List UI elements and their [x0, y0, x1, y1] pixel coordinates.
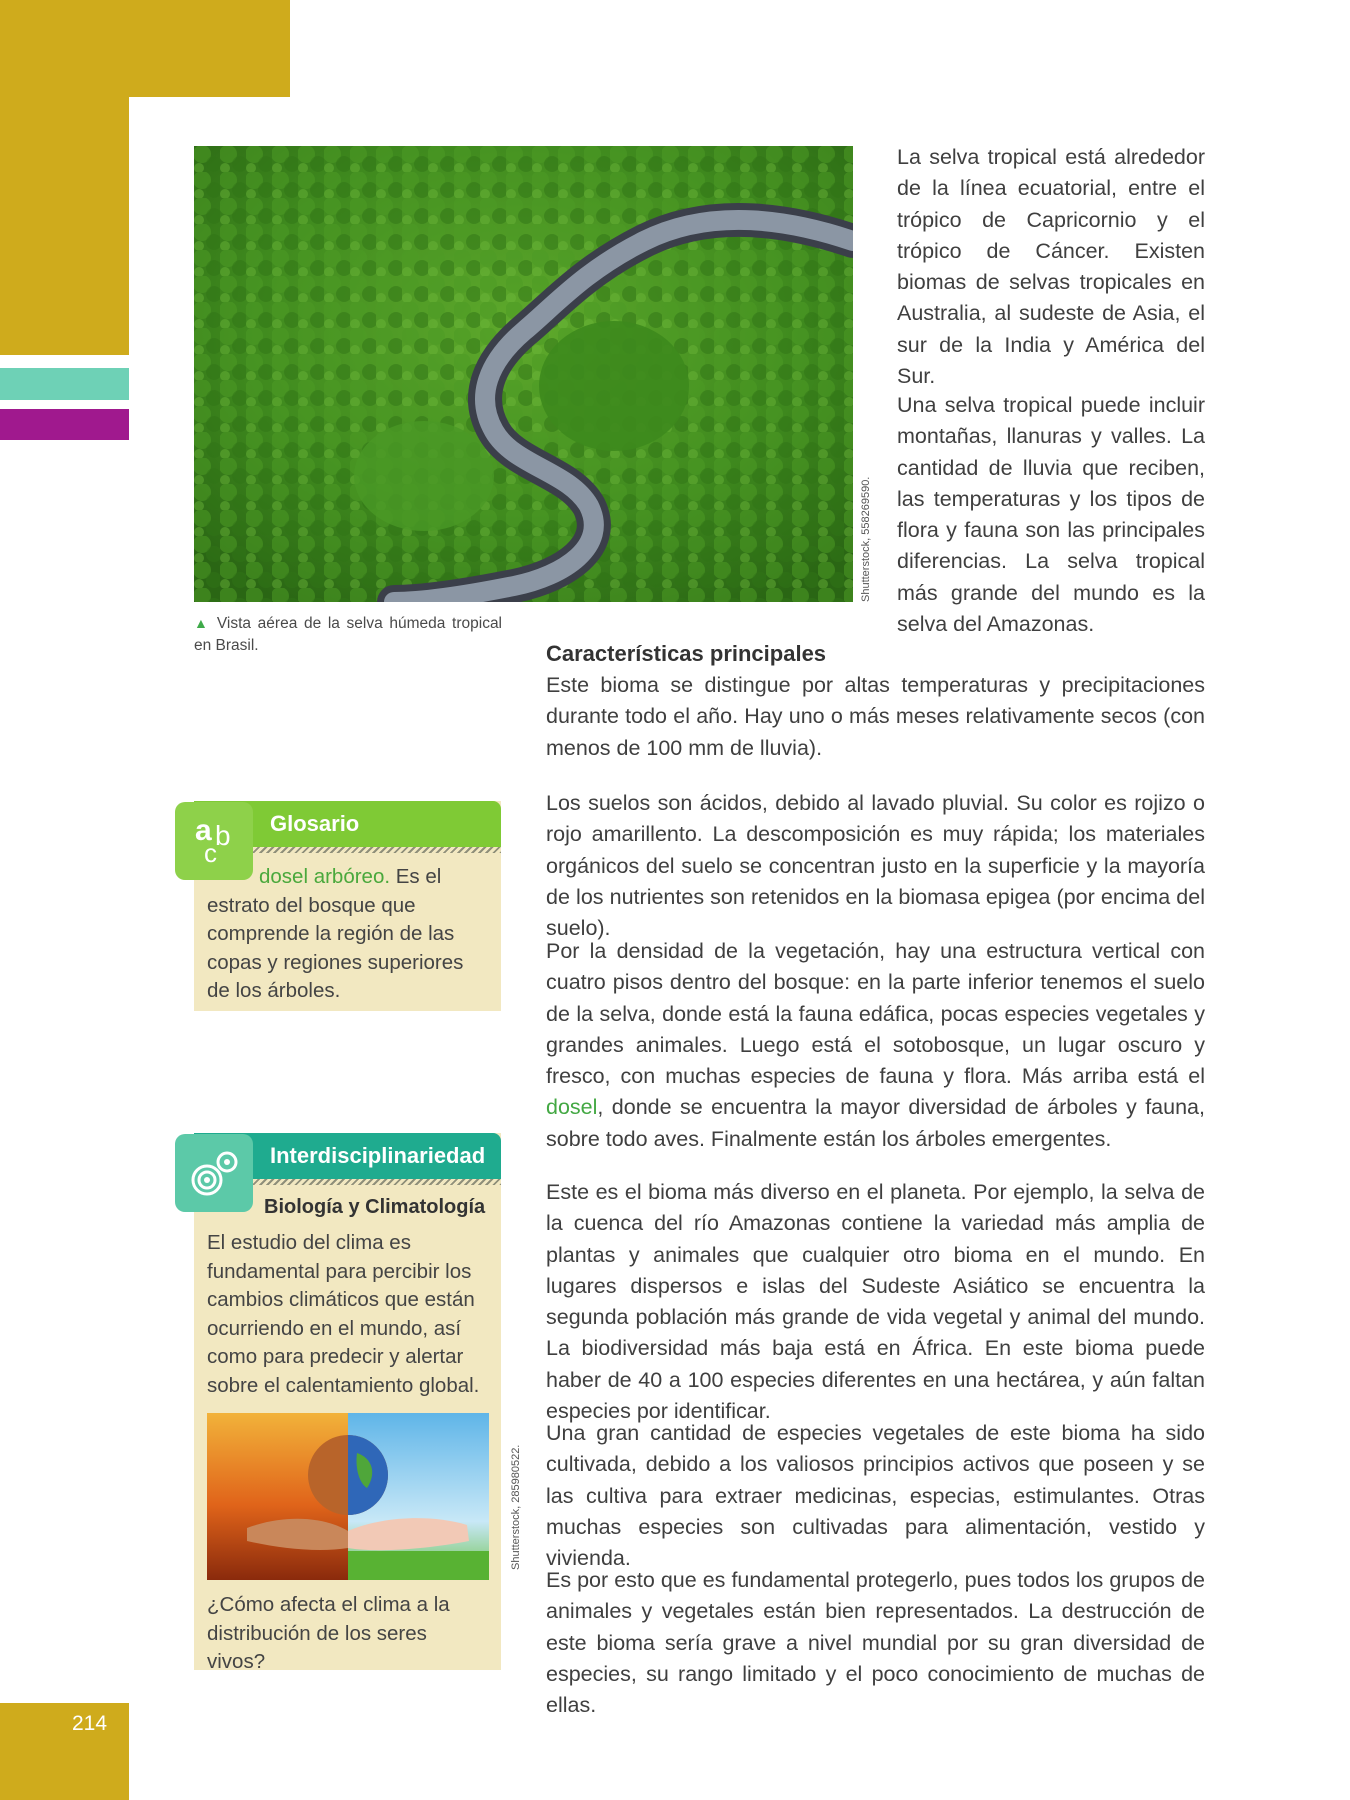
section-heading: Características principales — [546, 641, 827, 666]
section-paragraph-1: Este bioma se distingue por altas temperaturas y precipitaciones durante todo el año. Hay uno o más meses relativamente secos (con menos de 100 mm de lluvia). — [546, 673, 1205, 760]
intro-paragraph-1: La selva tropical está alrededor de la línea ecuatorial, entre el trópico de Capricornio y el trópico de Cáncer. Existen biomas de selvas tropicales en Australia, al sudeste de Asia, el sur de la India y América del Sur. — [897, 145, 1205, 389]
magenta-stripe — [0, 409, 129, 440]
interdisciplinary-box — [194, 1133, 501, 1673]
glossary-title: Glosario — [270, 811, 360, 836]
reflection-question: ¿Cómo afecta el clima a la distribución de los seres vivos? — [207, 1593, 450, 1673]
page-number-tab — [0, 1703, 129, 1800]
section-paragraph-6: Es por esto que es fundamental protegerlo, pues todos los grupos de animales y vegetales están bien representados. La destrucción de este bioma sería grave a nivel mundial por su gran diversidad de especies, su rango limitado y el poco conocimiento de muchas de ellas. — [546, 1568, 1205, 1718]
intro-paragraph-2: Una selva tropical puede incluir montañas, llanuras y valles. La cantidad de lluvia que reciben, las temperaturas y los tipos de flora y fauna son las principales diferencias. La selva tropical más grande del mundo es la selva del Amazonas. — [897, 393, 1205, 637]
section-paragraph-5: Una gran cantidad de especies vegetales de este bioma ha sido cultivada, debido a los valiosos principios activos que poseen y se las cultiva para extraer medicinas, especias, estimulantes. Otras muchas especies son cultivadas para alimentación, vestido y vivienda. — [546, 1421, 1205, 1571]
glossary-link-dosel[interactable]: dosel — [546, 1095, 598, 1120]
page-number: 214 — [72, 1712, 108, 1735]
triangle-up-icon: ▲ — [194, 615, 211, 631]
section-paragraph-2: Los suelos son ácidos, debido al lavado pluvial. Su color es rojizo o rojo amarillento. La descomposición es muy rápida; los materiales orgánicos del suelo se concentran justo en la superficie y la mayoría de los nutrientes son retenidos en la biomasa epigea (por encima del suelo). — [546, 791, 1205, 941]
concentric-circles-icon — [175, 1134, 253, 1212]
interdisciplinary-title: Interdisciplinariedad — [270, 1143, 486, 1168]
interdisciplinary-text: El estudio del clima es fundamental para percibir los cambios climáticos que están ocurriendo en el mundo, así como para predecir y alertar sobre el calentamiento global. — [207, 1231, 480, 1397]
gold-corner-bar — [0, 0, 290, 97]
glossary-entry — [207, 863, 477, 1006]
photo-caption-text: Vista aérea de la selva húmeda tropical en Brasil. — [194, 615, 503, 654]
photo-credit: Shutterstock, 558269590. — [860, 476, 872, 602]
paragraph-3-text-after: , donde se encuentra la mayor diversidad de árboles y fauna, sobre todo aves. Finalmente están los árboles emergentes. — [546, 1095, 1205, 1151]
section-paragraph-4: Este es el bioma más diverso en el planeta. Por ejemplo, la selva de la cuenca del río Amazonas contiene la variedad más amplia de plantas y animales que cualquier otro bioma en el mundo. En lugares dispersos e islas del Sudeste Asiático se encuentra la segunda población más grande de vida vegetal y animal del mundo. La biodiversidad más baja está en África. En este bioma puede haber de 40 a 100 especies diferentes en una hectárea, y aún faltan especies por identificar. — [546, 1180, 1205, 1424]
paragraph-3-text-before: Por la densidad de la vegetación, hay una estructura vertical con cuatro pisos dentro del bosque: en la parte inferior tenemos el suelo de la selva, donde está la fauna edáfica, pocas especies vegetales y grandes animales. Luego está el sotobosque, un lugar oscuro y fresco, con muchas especies de fauna y flora. Más arriba está el — [546, 939, 1205, 1089]
rainforest-aerial-photo — [194, 146, 853, 602]
photo-credit-2: Shutterstock, 285980522. — [510, 1444, 522, 1570]
photo-caption — [194, 612, 502, 657]
teal-stripe — [0, 368, 129, 400]
section-paragraph-3 — [546, 936, 1205, 1155]
glossary-term: dosel arbóreo. — [259, 865, 391, 888]
glossary-definition: Es el estrato del bosque que comprende la región de las copas y regiones superiores de los árboles. — [207, 865, 464, 1002]
climate-hands-globe-photo — [207, 1413, 489, 1580]
gold-side-bar — [0, 97, 129, 355]
interdisciplinary-subtitle: Biología y Climatología — [264, 1196, 486, 1218]
abc-glossary-icon: a b c — [175, 802, 253, 880]
